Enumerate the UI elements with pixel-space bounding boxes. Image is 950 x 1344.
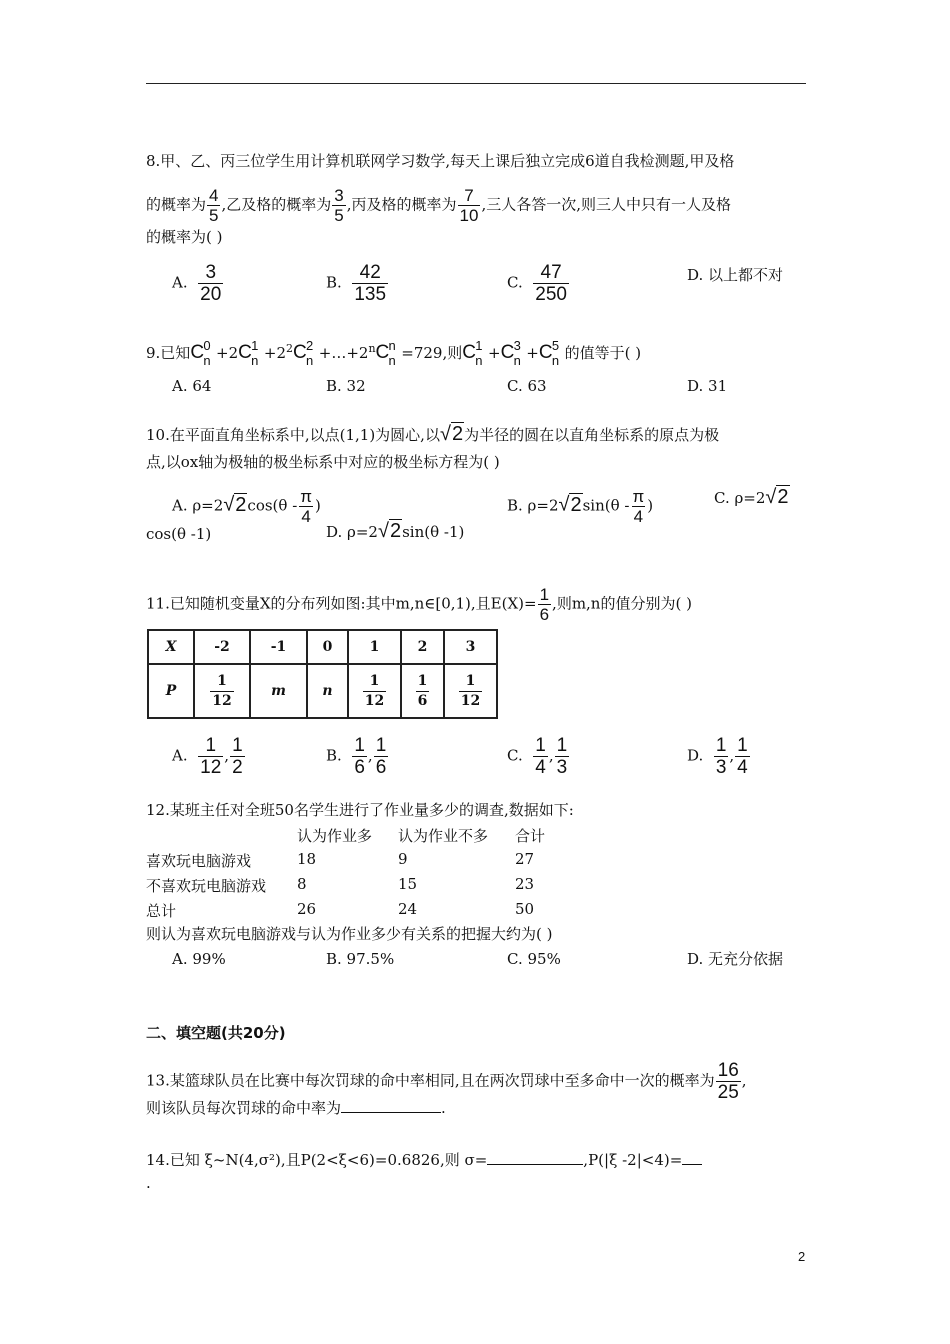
q11-option-c: C. $\frac{1}{4}$ , $\frac{1}{3}$ bbox=[507, 735, 568, 778]
q13-line2: 则该队员每次罚球的命中率为 . bbox=[146, 1099, 446, 1117]
q12-col-header: 认为作业不多 bbox=[398, 827, 489, 845]
q14-line1: 14.已知 ξ~N(4,σ²),且P(2<ξ<6)=0.6826,则 σ= ,P(|ξ -2|<4)= bbox=[146, 1150, 702, 1170]
table-cell: $\frac{1}{12}$ bbox=[348, 664, 401, 718]
answer-blank[interactable] bbox=[682, 1150, 702, 1165]
q8-line2: 的概率为 $\frac{4}{5}$ ,乙及格的概率为 $\frac{3}{5}$ ,丙及格的概率为 $\frac{7}{10}$ ,三人各答一次,则三人中只有一人及格 bbox=[146, 186, 731, 225]
q12-option-d: D. 无充分依据 bbox=[687, 950, 784, 968]
page-number: 2 bbox=[798, 1249, 806, 1264]
frac: $\frac{4}{5}$ bbox=[209, 186, 219, 225]
table-cell: $\frac{1}{12}$ bbox=[194, 664, 250, 718]
q8-option-a: A. $\frac{3}{20}$ bbox=[172, 262, 222, 305]
q10-option-b: B. ρ=2√2sin(θ - $\frac{\pi}{4}$ ) bbox=[507, 487, 654, 526]
table-cell: -2 bbox=[194, 630, 250, 664]
q11-option-b: B. $\frac{1}{6}$ , $\frac{1}{6}$ bbox=[326, 735, 387, 778]
q12-row-label: 总计 bbox=[146, 902, 177, 920]
table-cell: 3 bbox=[444, 630, 497, 664]
q11-option-a: A. $\frac{1}{12}$ , $\frac{1}{2}$ bbox=[172, 735, 243, 778]
q9-option-c: C. 63 bbox=[507, 377, 547, 395]
table-cell: m bbox=[250, 664, 307, 718]
q11-stem: 11.已知随机变量X的分布列如图:其中m,n∈[0,1),且E(X)= $\frac{1}{6}$ ,则m,n的值分别为( ) bbox=[146, 585, 692, 624]
section-heading: 二、填空题(共20分) bbox=[146, 1024, 286, 1042]
q12-row-label: 喜欢玩电脑游戏 bbox=[146, 852, 252, 870]
q8-option-b: B. $\frac{42}{135}$ bbox=[326, 262, 387, 305]
q12-cell: 26 bbox=[297, 900, 317, 918]
q8-option-c: C. $\frac{47}{250}$ bbox=[507, 262, 567, 305]
q10-option-a: A. ρ=2√2cos(θ - $\frac{\pi}{4}$ ) bbox=[172, 487, 321, 526]
q12-col-header: 认为作业多 bbox=[297, 827, 373, 845]
q10-line3: cos(θ -1) bbox=[146, 525, 212, 543]
frac: $\frac{3}{5}$ bbox=[334, 186, 344, 225]
table-cell: 1 bbox=[348, 630, 401, 664]
q13-line1: 13.某篮球队员在比赛中每次罚球的命中率相同,且在两次罚球中至多命中一次的概率为 $\frac{16}{25}$ , bbox=[146, 1060, 747, 1103]
q8-option-d: D. 以上都不对 bbox=[687, 266, 784, 284]
q10-line1: 10.在平面直角坐标系中,以点(1,1)为圆心,以√2为半径的圆在以直角坐标系的原点为极 bbox=[146, 423, 720, 445]
q12-cell: 15 bbox=[398, 875, 418, 893]
table-cell: 2 bbox=[401, 630, 444, 664]
q12-row-label: 不喜欢玩电脑游戏 bbox=[146, 877, 267, 895]
q12-stem: 12.某班主任对全班50名学生进行了作业量多少的调查,数据如下: bbox=[146, 801, 574, 819]
table-cell: -1 bbox=[250, 630, 307, 664]
q12-cell: 8 bbox=[297, 875, 307, 893]
table-cell: n bbox=[307, 664, 348, 718]
q9-option-b: B. 32 bbox=[326, 377, 366, 395]
q12-cell: 23 bbox=[515, 875, 535, 893]
q12-col-header: 合计 bbox=[515, 827, 546, 845]
q12-option-a: A. 99% bbox=[172, 950, 226, 968]
q12-cell: 27 bbox=[515, 850, 535, 868]
q12-option-c: C. 95% bbox=[507, 950, 561, 968]
q9-option-d: D. 31 bbox=[687, 377, 728, 395]
q10-option-d: D. ρ=2√2sin(θ -1) bbox=[326, 520, 465, 542]
header-rule bbox=[146, 83, 806, 84]
q12-cell: 24 bbox=[398, 900, 418, 918]
q12-cell: 50 bbox=[515, 900, 535, 918]
frac: $\frac{7}{10}$ bbox=[459, 186, 479, 225]
table-cell: 0 bbox=[307, 630, 348, 664]
answer-blank[interactable] bbox=[341, 1098, 441, 1113]
distribution-table bbox=[147, 629, 498, 719]
q8-line3: 的概率为( ) bbox=[146, 228, 223, 246]
q12-cell: 18 bbox=[297, 850, 317, 868]
q9-stem: 9.已知C 0 n +2C 1 n $+2^2C$ 2 n $+\dots+2^nC$ n n =729,则C 1 n +C 3 n +C 5 n 的值等于( ) bbox=[146, 338, 642, 368]
q14-line2: . bbox=[146, 1174, 151, 1192]
q12-cell: 9 bbox=[398, 850, 408, 868]
q10-line2: 点,以ox轴为极轴的极坐标系中对应的极坐标方程为( ) bbox=[146, 453, 500, 471]
q12-question: 则认为喜欢玩电脑游戏与认为作业多少有关系的把握大约为( ) bbox=[146, 925, 553, 943]
table-cell: P bbox=[148, 664, 194, 718]
table-cell: $\frac{1}{12}$ bbox=[444, 664, 497, 718]
table-cell: $\frac{1}{6}$ bbox=[401, 664, 444, 718]
q10-option-c: C. ρ=2√2 bbox=[714, 486, 789, 508]
answer-blank[interactable] bbox=[487, 1150, 583, 1165]
table-row bbox=[148, 664, 497, 718]
q11-option-d: D. $\frac{1}{3}$ , $\frac{1}{4}$ bbox=[687, 735, 748, 778]
table-cell: X bbox=[148, 630, 194, 664]
q12-option-b: B. 97.5% bbox=[326, 950, 395, 968]
table-row bbox=[148, 630, 497, 664]
q9-option-a: A. 64 bbox=[172, 377, 212, 395]
q8-line1: 8.甲、乙、丙三位学生用计算机联网学习数学,每天上课后独立完成6道自我检测题,甲及格 bbox=[146, 152, 735, 170]
